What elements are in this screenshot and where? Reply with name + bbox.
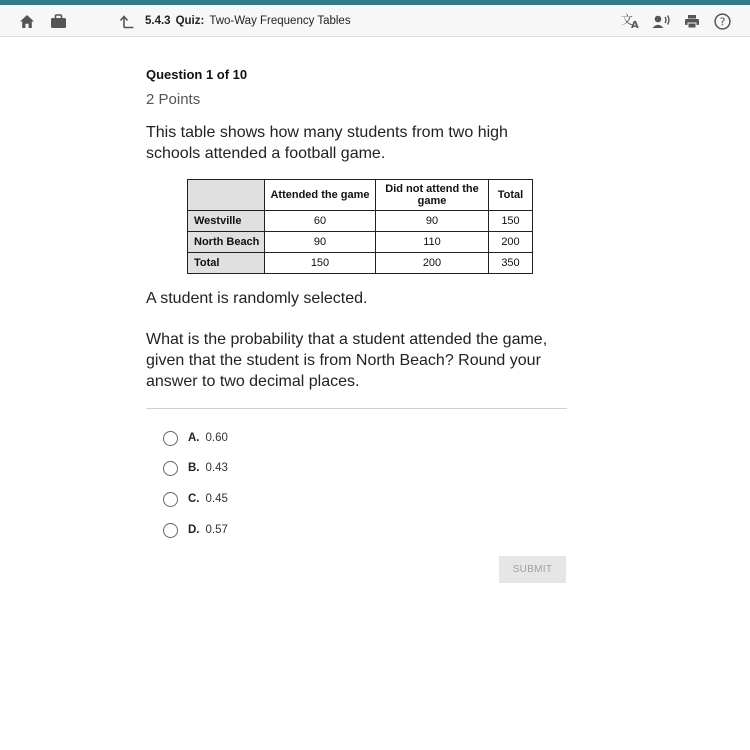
divider: [146, 408, 567, 409]
table-header-row: [188, 180, 533, 211]
table-cell: 90: [265, 232, 376, 253]
table-cell: 90: [376, 211, 489, 232]
question-header: Question 1 of 10: [146, 67, 248, 82]
row-label: North Beach: [188, 232, 265, 253]
table-corner-cell: [188, 180, 265, 211]
selection-statement: A student is randomly selected.: [146, 290, 368, 307]
read-aloud-icon[interactable]: [651, 5, 673, 37]
table-cell: 110: [376, 232, 489, 253]
answer-choice-d[interactable]: [163, 520, 228, 540]
activity-name: Two-Way Frequency Tables: [209, 15, 351, 27]
choice-value: 0.60: [205, 432, 228, 444]
answer-choice-a[interactable]: [163, 428, 228, 448]
back-arrow-icon[interactable]: [118, 5, 136, 37]
table-cell: 200: [489, 232, 533, 253]
row-label: Westville: [188, 211, 265, 232]
choice-letter: A.: [188, 432, 200, 444]
radio-button[interactable]: [163, 492, 178, 507]
choice-value: 0.45: [205, 493, 228, 505]
choice-value: 0.43: [205, 462, 228, 474]
choice-letter: C.: [188, 493, 200, 505]
home-icon[interactable]: [18, 5, 36, 37]
choice-letter: D.: [188, 524, 200, 536]
table-cell: 350: [489, 253, 533, 274]
submit-button[interactable]: SUBMIT: [499, 556, 566, 583]
row-label: Total: [188, 253, 265, 274]
svg-text:?: ?: [719, 15, 725, 29]
column-header: Did not attend the game: [376, 180, 489, 211]
briefcase-icon[interactable]: [48, 5, 68, 37]
answer-choice-c[interactable]: [163, 489, 228, 509]
activity-title: [145, 5, 351, 37]
table-cell: 150: [489, 211, 533, 232]
svg-text:文: 文: [621, 13, 634, 27]
choice-letter: B.: [188, 462, 200, 474]
radio-button[interactable]: [163, 431, 178, 446]
column-header: Total: [489, 180, 533, 211]
frequency-table: [187, 179, 533, 274]
radio-button[interactable]: [163, 461, 178, 476]
activity-type: Quiz:: [175, 15, 205, 27]
question-intro: This table shows how many students from two high schools attended a football game.: [146, 124, 508, 162]
table-row: [188, 253, 533, 274]
question-points: 2 Points: [146, 91, 201, 108]
table-cell: 60: [265, 211, 376, 232]
top-toolbar: [0, 5, 750, 37]
help-icon[interactable]: [712, 5, 732, 37]
table-cell: 200: [376, 253, 489, 274]
choice-value: 0.57: [205, 524, 228, 536]
svg-text:A: A: [631, 20, 639, 29]
column-header: Attended the game: [265, 180, 376, 211]
translate-icon[interactable]: [620, 5, 642, 37]
print-icon[interactable]: [682, 5, 702, 37]
answer-choice-b[interactable]: [163, 458, 228, 478]
question-prompt: What is the probability that a student attended the game, given that the student is from North Beach? Round your answer to two decimal places.: [146, 331, 548, 390]
lesson-number: 5.4.3: [145, 15, 171, 27]
table-row: [188, 232, 533, 253]
table-cell: 150: [265, 253, 376, 274]
radio-button[interactable]: [163, 523, 178, 538]
table-row: [188, 211, 533, 232]
